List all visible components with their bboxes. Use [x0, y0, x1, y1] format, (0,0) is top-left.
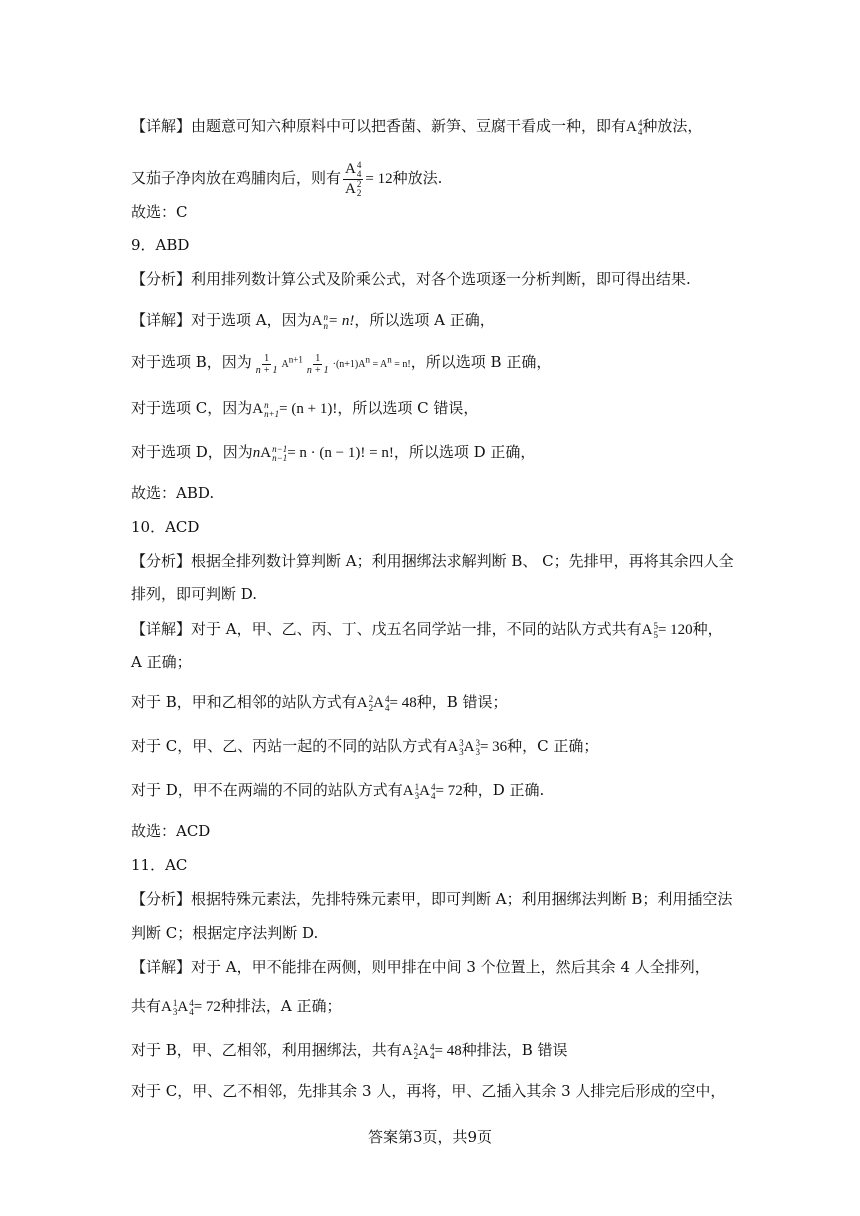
fraction-A44-over-A22: A 4 4 A 2 2 [345, 159, 362, 199]
detail-q10-c: 对于 C，甲、乙、丙站一起的不同的站队方式有A 3 3 A 3 3 = 36种，C 正确； [131, 737, 599, 757]
analysis-q10: 【分析】根据全排列数计算判断 A；利用捆绑法求解判断 B、 C；先排甲，再将其余四人全 [131, 552, 734, 570]
answer-q10: 故选：ACD [131, 822, 211, 840]
math-A-nm1: A n−1 n−1 [260, 443, 288, 463]
math-A44: A 4 4 [626, 117, 643, 137]
analysis-q9: 【分析】利用排列数计算公式及阶乘公式，对各个选项逐一分析判断，即可得出结果. [131, 270, 691, 288]
detail-line-q8: 【详解】由题意可知六种原料中可以把香菌、新笋、豆腐干看成一种，即有A 4 4 种放法， [131, 117, 703, 137]
detail-q9-c: 对于选项 C，因为A n n+1 = (n + 1)!，所以选项 C 错误， [131, 399, 479, 419]
detail-q10-a-cont: A 正确； [131, 653, 192, 671]
detail-q10-a: 【详解】对于 A，甲、乙、丙、丁、戊五名同学站一排，不同的站队方式共有A 5 5 = 120种， [131, 620, 723, 640]
detail-q9-a: 【详解】对于选项 A，因为A n n = n!，所以选项 A 正确， [131, 311, 495, 331]
analysis-q11: 【分析】根据特殊元素法，先排特殊元素甲，即可判断 A；利用捆绑法判断 B；利用插空法 [131, 890, 733, 908]
question-11-answer: 11．AC [131, 856, 188, 874]
answer-q9: 故选：ABD. [131, 484, 215, 502]
math-A-n-np1: A n n+1 [252, 399, 280, 419]
analysis-q11-cont: 判断 C；根据定序法判断 D. [131, 924, 319, 942]
detail-q9-b: 对于选项 B，因为 $\frac{1}{n + 1}$ $A^{n+1}$ $\frac{1}{n + 1}$ $\cdot(n+1)A^n = A^n = n$!，所以选项 B 正确， [131, 353, 552, 377]
detail-line-q8-cont: 又茄子净肉放在鸡脯肉后，则有 A 4 4 A 2 2 = 12种放法. [131, 159, 443, 199]
detail-q11-a-cont: 共有A 1 3 A 4 4 = 72种排法，A 正确； [131, 997, 342, 1017]
math-Ann: A n n [311, 311, 328, 331]
page-footer: 答案第3页，共9页 [367, 1128, 493, 1146]
analysis-q10-cont: 排列，即可判断 D. [131, 585, 258, 603]
detail-q9-d: 对于选项 D，因为nA n−1 n−1 = n · (n − 1)! = n!，所以选项 D 正确， [131, 443, 536, 463]
answer-q8: 故选：C [131, 203, 188, 221]
detail-q11-c: 对于 C，甲、乙不相邻，先排其余 3 人，再将，甲、乙插入其余 3 人排完后形成的空中， [131, 1082, 726, 1100]
detail-q10-d: 对于 D，甲不在两端的不同的站队方式有A 1 3 A 4 4 = 72种，D 正确. [131, 781, 545, 801]
question-9-answer: 9．ABD [131, 236, 190, 254]
detail-q11-b: 对于 B，甲、乙相邻，利用捆绑法，共有A 2 2 A 4 4 = 48种排法，B 错误 [131, 1041, 568, 1061]
math-option-b-formula: $\frac{1}{n + 1}$ $A^{n+1}$ $\frac{1}{n + 1}$ $\cdot(n+1)A^n = A^n = n$! [255, 353, 411, 377]
detail-q10-b: 对于 B，甲和乙相邻的站队方式有A 2 2 A 4 4 = 48种，B 错误； [131, 693, 508, 713]
question-10-answer: 10．ACD [131, 518, 200, 536]
detail-q11-a: 【详解】对于 A，甲不能排在两侧，则甲排在中间 3 个位置上，然后其余 4 人全排列， [131, 958, 710, 976]
